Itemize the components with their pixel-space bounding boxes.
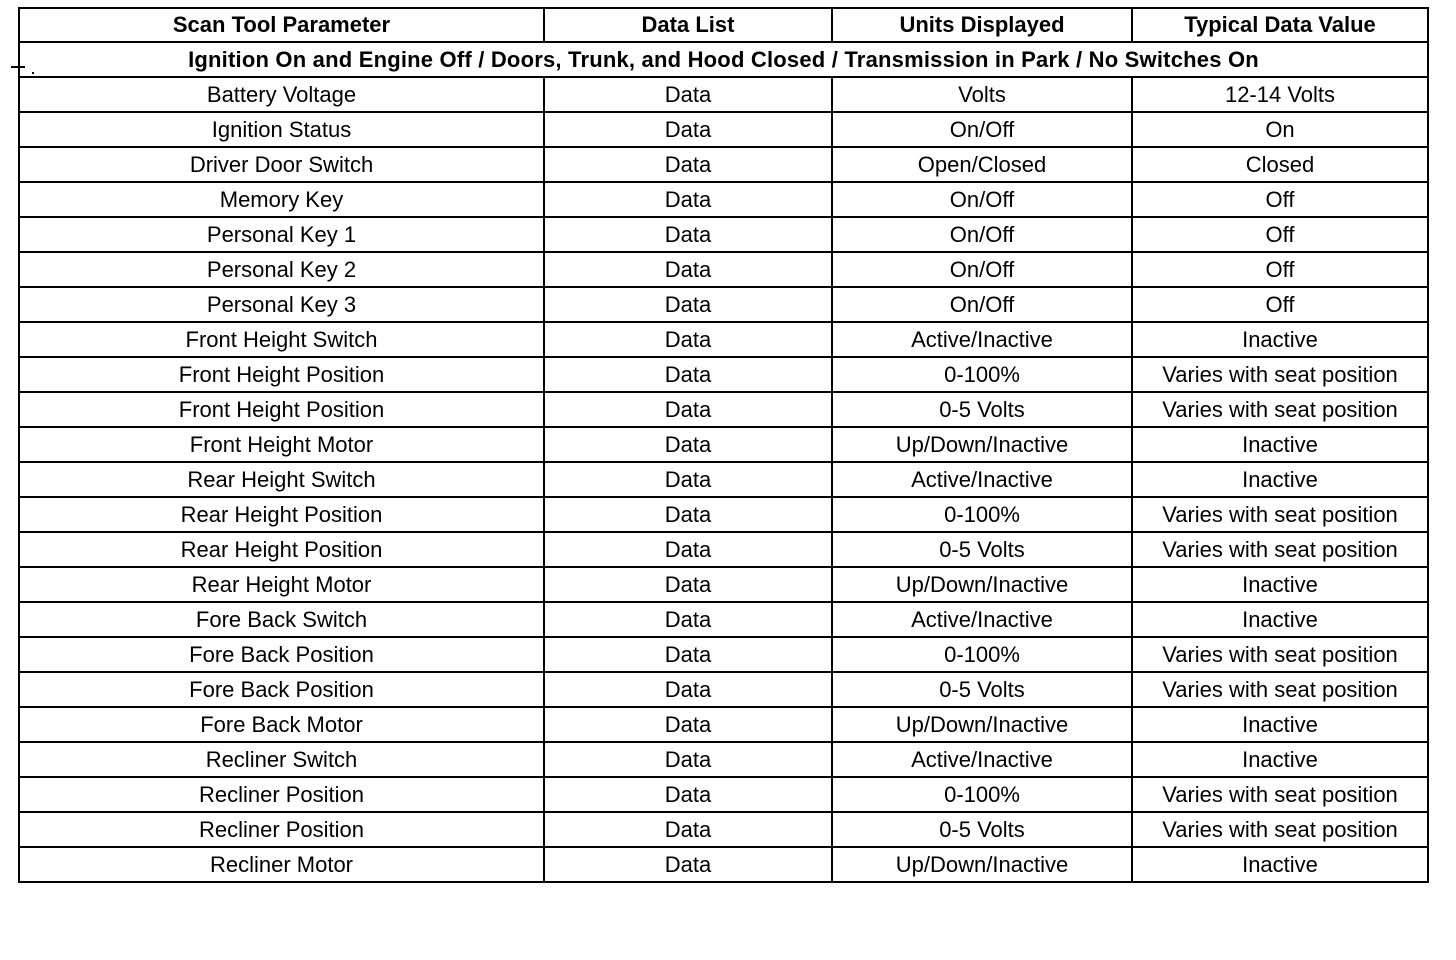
units-cell: On/Off	[832, 287, 1132, 322]
data-list-cell: Data	[544, 112, 832, 147]
data-list-cell: Data	[544, 812, 832, 847]
parameter-cell: Recliner Motor	[19, 847, 544, 882]
data-list-cell: Data	[544, 602, 832, 637]
units-cell: Active/Inactive	[832, 742, 1132, 777]
parameter-cell: Rear Height Switch	[19, 462, 544, 497]
parameter-cell: Front Height Motor	[19, 427, 544, 462]
parameter-cell: Front Height Switch	[19, 322, 544, 357]
units-cell: 0-5 Volts	[832, 532, 1132, 567]
data-list-cell: Data	[544, 287, 832, 322]
data-list-cell: Data	[544, 322, 832, 357]
typical-value-cell: Off	[1132, 182, 1428, 217]
units-cell: On/Off	[832, 252, 1132, 287]
table-row	[19, 147, 1428, 182]
units-cell: 0-5 Volts	[832, 812, 1132, 847]
header-data-list: Data List	[544, 8, 832, 42]
data-list-cell: Data	[544, 497, 832, 532]
units-cell: Volts	[832, 77, 1132, 112]
parameter-cell: Battery Voltage	[19, 77, 544, 112]
parameter-cell: Personal Key 2	[19, 252, 544, 287]
typical-value-cell: Inactive	[1132, 602, 1428, 637]
parameter-cell: Personal Key 3	[19, 287, 544, 322]
parameter-cell: Fore Back Position	[19, 672, 544, 707]
table-row	[19, 427, 1428, 462]
parameter-cell: Rear Height Position	[19, 532, 544, 567]
units-cell: On/Off	[832, 217, 1132, 252]
data-list-cell: Data	[544, 392, 832, 427]
parameter-cell: Ignition Status	[19, 112, 544, 147]
units-cell: 0-100%	[832, 777, 1132, 812]
typical-value-cell: On	[1132, 112, 1428, 147]
typical-value-cell: Varies with seat position	[1132, 357, 1428, 392]
parameter-cell: Fore Back Position	[19, 637, 544, 672]
typical-value-cell: Inactive	[1132, 462, 1428, 497]
data-list-cell: Data	[544, 742, 832, 777]
header-units-displayed: Units Displayed	[832, 8, 1132, 42]
table-row	[19, 357, 1428, 392]
units-cell: On/Off	[832, 112, 1132, 147]
parameter-cell: Fore Back Switch	[19, 602, 544, 637]
data-list-cell: Data	[544, 847, 832, 882]
typical-value-cell: Inactive	[1132, 847, 1428, 882]
units-cell: Up/Down/Inactive	[832, 707, 1132, 742]
table-row	[19, 217, 1428, 252]
typical-value-cell: Inactive	[1132, 707, 1428, 742]
typical-value-cell: Varies with seat position	[1132, 637, 1428, 672]
typical-value-cell: Varies with seat position	[1132, 812, 1428, 847]
header-row	[19, 8, 1428, 42]
typical-value-cell: Varies with seat position	[1132, 672, 1428, 707]
data-list-cell: Data	[544, 532, 832, 567]
table-row	[19, 462, 1428, 497]
units-cell: 0-5 Volts	[832, 672, 1132, 707]
data-list-cell: Data	[544, 182, 832, 217]
typical-value-cell: Varies with seat position	[1132, 777, 1428, 812]
table-row	[19, 707, 1428, 742]
table-row	[19, 532, 1428, 567]
data-list-cell: Data	[544, 427, 832, 462]
units-cell: 0-5 Volts	[832, 392, 1132, 427]
header-scan-tool-parameter: Scan Tool Parameter	[19, 8, 544, 42]
units-cell: On/Off	[832, 182, 1132, 217]
units-cell: Up/Down/Inactive	[832, 567, 1132, 602]
parameter-cell: Driver Door Switch	[19, 147, 544, 182]
table-row	[19, 112, 1428, 147]
parameter-cell: Personal Key 1	[19, 217, 544, 252]
table-row	[19, 392, 1428, 427]
table-row	[19, 637, 1428, 672]
units-cell: 0-100%	[832, 357, 1132, 392]
scan-tool-data-table	[18, 7, 1429, 883]
units-cell: 0-100%	[832, 497, 1132, 532]
table-row	[19, 77, 1428, 112]
typical-value-cell: 12-14 Volts	[1132, 77, 1428, 112]
units-cell: Active/Inactive	[832, 602, 1132, 637]
units-cell: Open/Closed	[832, 147, 1132, 182]
typical-value-cell: Closed	[1132, 147, 1428, 182]
table-row	[19, 322, 1428, 357]
table-row	[19, 182, 1428, 217]
table-row	[19, 497, 1428, 532]
typical-value-cell: Varies with seat position	[1132, 532, 1428, 567]
data-list-cell: Data	[544, 672, 832, 707]
table-row	[19, 252, 1428, 287]
parameter-cell: Memory Key	[19, 182, 544, 217]
typical-value-cell: Off	[1132, 287, 1428, 322]
parameter-cell: Fore Back Motor	[19, 707, 544, 742]
section-row	[19, 42, 1428, 77]
data-list-cell: Data	[544, 77, 832, 112]
table-row	[19, 812, 1428, 847]
section-condition: Ignition On and Engine Off / Doors, Trunk, and Hood Closed / Transmission in Park / No Switches On	[19, 42, 1428, 77]
units-cell: 0-100%	[832, 637, 1132, 672]
units-cell: Up/Down/Inactive	[832, 427, 1132, 462]
data-list-cell: Data	[544, 707, 832, 742]
typical-value-cell: Off	[1132, 252, 1428, 287]
table-row	[19, 847, 1428, 882]
data-list-cell: Data	[544, 147, 832, 182]
units-cell: Up/Down/Inactive	[832, 847, 1132, 882]
typical-value-cell: Varies with seat position	[1132, 392, 1428, 427]
typical-value-cell: Inactive	[1132, 427, 1428, 462]
data-list-cell: Data	[544, 217, 832, 252]
table-row	[19, 742, 1428, 777]
table-row	[19, 287, 1428, 322]
typical-value-cell: Varies with seat position	[1132, 497, 1428, 532]
typical-value-cell: Inactive	[1132, 742, 1428, 777]
data-list-cell: Data	[544, 567, 832, 602]
parameter-cell: Front Height Position	[19, 392, 544, 427]
units-cell: Active/Inactive	[832, 322, 1132, 357]
data-list-cell: Data	[544, 252, 832, 287]
data-list-cell: Data	[544, 777, 832, 812]
table-row	[19, 777, 1428, 812]
parameter-cell: Recliner Position	[19, 777, 544, 812]
parameter-cell: Recliner Switch	[19, 742, 544, 777]
typical-value-cell: Off	[1132, 217, 1428, 252]
parameter-cell: Front Height Position	[19, 357, 544, 392]
data-list-cell: Data	[544, 462, 832, 497]
table-row	[19, 672, 1428, 707]
data-list-cell: Data	[544, 637, 832, 672]
parameter-cell: Rear Height Position	[19, 497, 544, 532]
units-cell: Active/Inactive	[832, 462, 1132, 497]
typical-value-cell: Inactive	[1132, 322, 1428, 357]
parameter-cell: Recliner Position	[19, 812, 544, 847]
table-row	[19, 567, 1428, 602]
header-typical-data-value: Typical Data Value	[1132, 8, 1428, 42]
data-list-cell: Data	[544, 357, 832, 392]
typical-value-cell: Inactive	[1132, 567, 1428, 602]
table-row	[19, 602, 1428, 637]
parameter-cell: Rear Height Motor	[19, 567, 544, 602]
